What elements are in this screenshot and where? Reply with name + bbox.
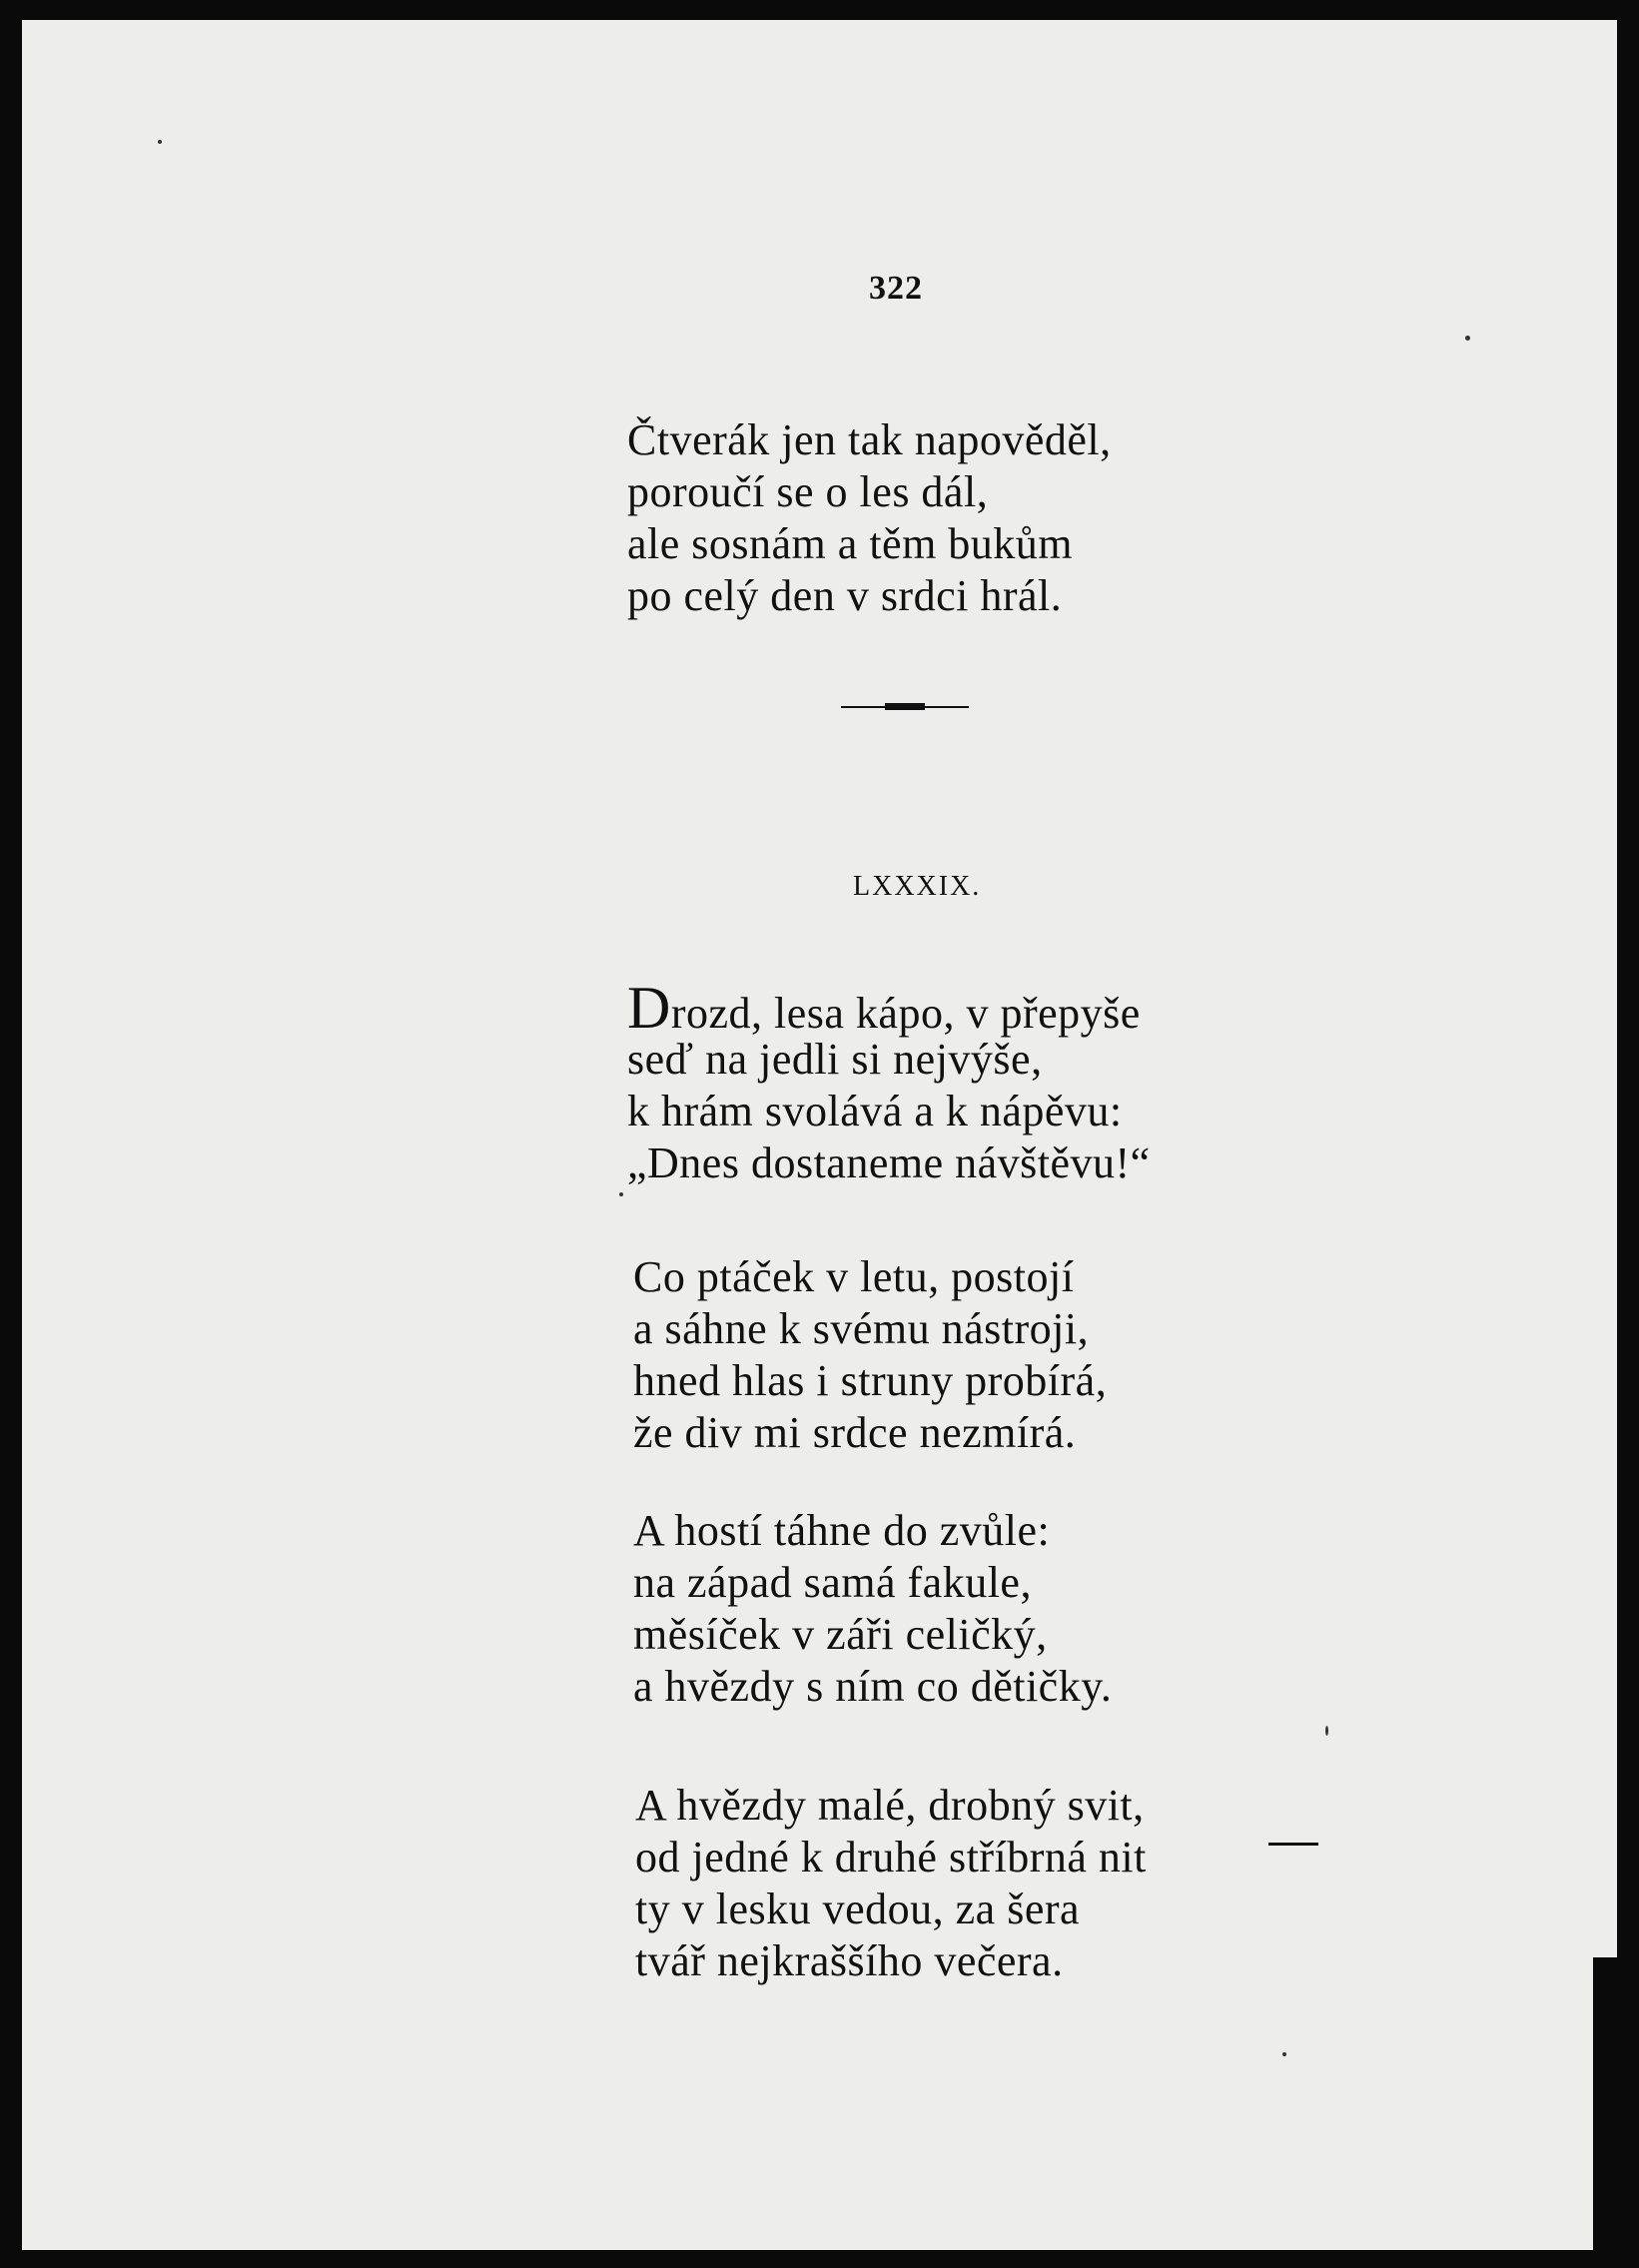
verse-line-first [627,975,1151,1041]
first-line-text: rozd, lesa kápo, v přepyše [670,989,1141,1038]
verse-line: hned hlas i struny probírá, [633,1356,1108,1405]
verse-line: Čtverák jen tak napověděl, [627,415,1112,464]
verse-line: Co ptáček v letu, postojí [633,1252,1075,1301]
scan-edge [1593,1957,1639,2268]
paper-speck [1465,336,1470,341]
stanza-2 [633,1251,1107,1459]
page-number: 322 [869,270,923,307]
stanza-3 [633,1505,1112,1713]
verse-line: seď na jedli si nejvýše, [627,1035,1043,1084]
paper-speck [1325,1726,1328,1736]
verse-line: na západ samá fakule, [633,1558,1032,1607]
section-divider-ornament [841,703,969,711]
verse-line: po celý den v srdci hrál. [627,571,1063,620]
verse-line: a hvězdy s ním co dětičky. [633,1662,1113,1711]
verse-line: k hrám svolává a k nápěvu: [627,1087,1123,1135]
paper-speck [1282,2052,1286,2056]
poem-number-heading: LXXXIX. [853,871,982,902]
stanza-continued [627,414,1112,622]
paper-speck [619,1192,623,1196]
verse-line: a sáhne k svému nástroji, [633,1304,1090,1353]
verse-line: měsíček v záři celičký, [633,1610,1048,1659]
stanza-4 [635,1780,1147,1987]
verse-line: A hostí táhne do zvůle: [633,1506,1051,1555]
verse-line: poroučí se o les dál, [627,467,989,516]
drop-cap: D [627,975,671,1041]
book-page [22,20,1617,2250]
verse-line: že div mi srdce nezmírá. [633,1408,1077,1457]
verse-line: A hvězdy malé, drobný svit, [635,1781,1145,1830]
verse-line: tvář nejkraššího večera. [635,1936,1064,1985]
verse-line: „Dnes dostaneme návštěvu!“ [627,1138,1151,1187]
verse-line: ty v lesku vedou, za šera [635,1885,1081,1933]
verse-line: od jedné k druhé stříbrná nit [635,1833,1147,1882]
stanza-1 [627,975,1151,1189]
margin-dash [1268,1843,1318,1846]
verse-line: ale sosnám a těm bukům [627,519,1074,568]
paper-speck [158,140,162,144]
